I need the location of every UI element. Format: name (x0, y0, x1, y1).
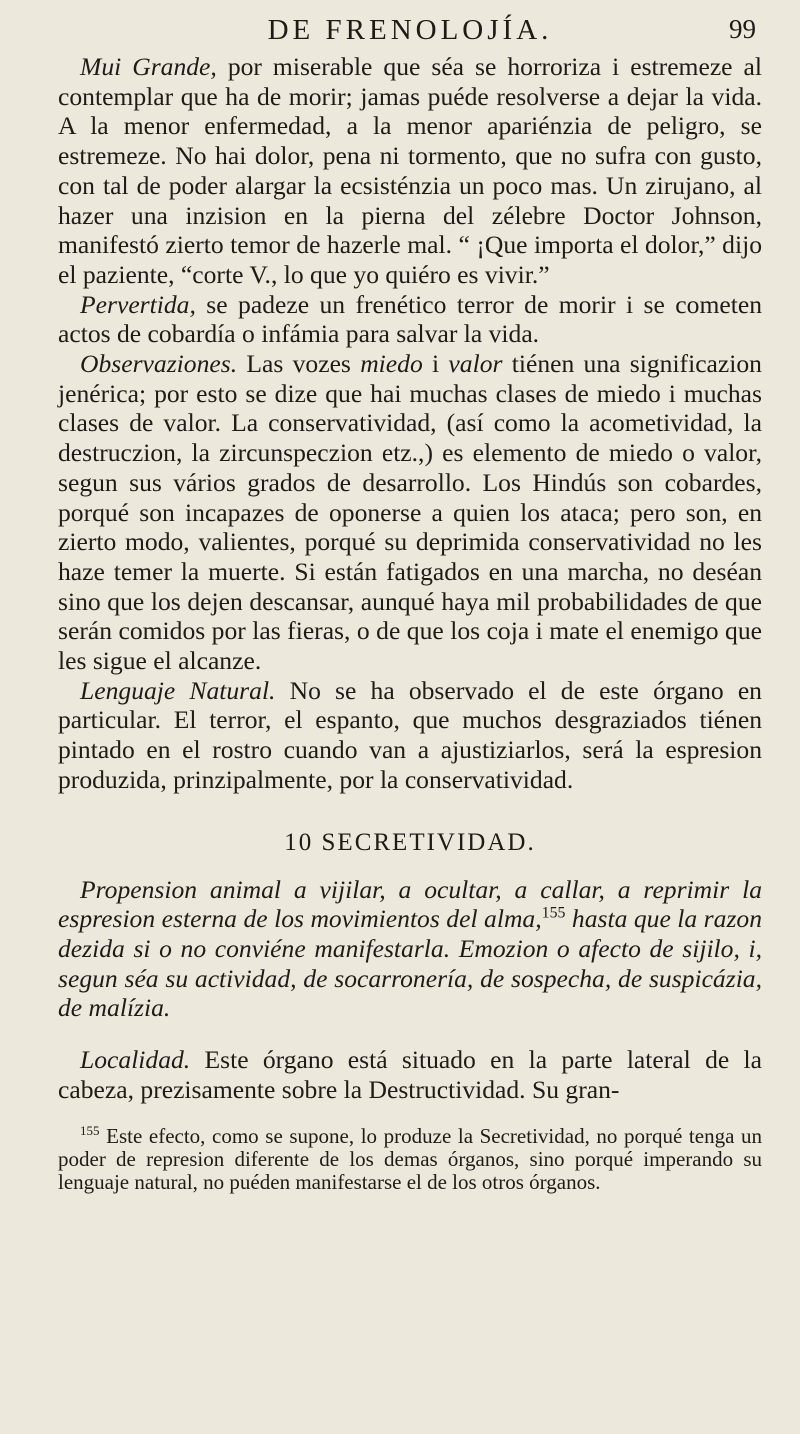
term-valor: valor (448, 349, 503, 379)
definition-text: Propension animal a vijilar, a ocultar, a callar, a reprimir la espresion esterna de los movimientos del alma, (58, 874, 762, 934)
running-title: DE FRENOLOJÍA. (267, 14, 553, 46)
paragraph-text: por miserable que séa se horroriza i estremeze al contemplar que ha de morir; jamas puéde resolverse a dejar la vida. A la menor enfermedad, a la menor apariénzia de peligro, se estremeze. No hai dolor, pena ni tormento, que no sufra con gusto, con tal de poder alargar la ecsisténzia un poco mas. Un zirujano, al hazer una inzision en la pierna del zélebre Doctor Johnson, manifestó zierto temor de hazerle mal. “ ¡Que importa el dolor,” dijo el paziente, “corte V., lo que yo quiéro es vivir.” (58, 52, 763, 289)
paragraph-text: Las vozes (237, 349, 361, 379)
paragraph-mui-grande (58, 52, 762, 290)
paragraph-lead: Pervertida, (80, 289, 196, 319)
footnote (58, 1122, 762, 1194)
footnote-text: Este efecto, como se supone, lo produze la Secretividad, no porqué tenga un poder de represion diferente de los demas órganos, sino porqué imperando su lenguaje natural, no puéden manifestarse el de los otros órganos. (58, 1123, 762, 1194)
paragraph-lead: Mui Grande, (80, 52, 217, 81)
footnote-marker: 155 (80, 1122, 100, 1138)
definition-paragraph (58, 875, 762, 1024)
section-heading: 10 SECRETIVIDAD. (284, 828, 536, 856)
footnote-reference: 155 (541, 904, 566, 922)
paragraph-observaziones (58, 349, 762, 676)
paragraph-text: tiénen una significazion jenérica; por esto se dize que hai muchas clases de miedo i muchas clases de valor. La conservatividad, (así como la acometividad, la destruczion, la zircunspeczion etz.,) es elemento de miedo o valor, segun sus vários grados de desarrollo. Los Hindús son cobardes, porqué son incapazes de oponerse a quien los ataca; pero son, en zierto modo, valientes, porqué su deprimida conservatividad no les haze temer la muerte. Si están fatigados en una marcha, no deséan sino que los dejen descansar, aunqué haya mil probabilidades de que serán comidos por las fieras, o de que los coja i mate el enemigo que les sigue el alcanze. (58, 349, 762, 676)
definition-text: hasta que la razon dezida si o no conviéne manifestarla. Emozion o afecto de sijilo, i, segun séa su actividad, de socarronería, de sospecha, de suspicázia, de malízia. (58, 904, 762, 1023)
paragraph-lead: Lenguaje Natural. (80, 675, 276, 705)
paragraph-text: Este órgano está situado en la parte lateral de la cabeza, prezisamente sobre la Destructividad. Su gran- (58, 1045, 762, 1104)
paragraph-localidad (58, 1045, 762, 1104)
paragraph-lead: Localidad. (80, 1045, 191, 1075)
paragraph-text: i (422, 349, 449, 379)
page-number: 99 (729, 14, 756, 44)
paragraph-lenguaje-natural (58, 676, 762, 795)
term-miedo: miedo (360, 349, 423, 379)
paragraph-lead: Observaziones. (80, 349, 238, 379)
paragraph-pervertida (58, 290, 762, 349)
paragraph-text: se padeze un frenético terror de morir i se cometen actos de cobardía o infámia para salvar la vida. (58, 289, 762, 349)
paragraph-text: No se ha observado el de este órgano en particular. El terror, el espanto, que muchos desgraziados tiénen pintado en el rostro cuando van a ajustiziarlos, será la espresion produzida, prinzipalmente, por la conservatividad. (58, 675, 762, 794)
running-header (58, 10, 762, 50)
